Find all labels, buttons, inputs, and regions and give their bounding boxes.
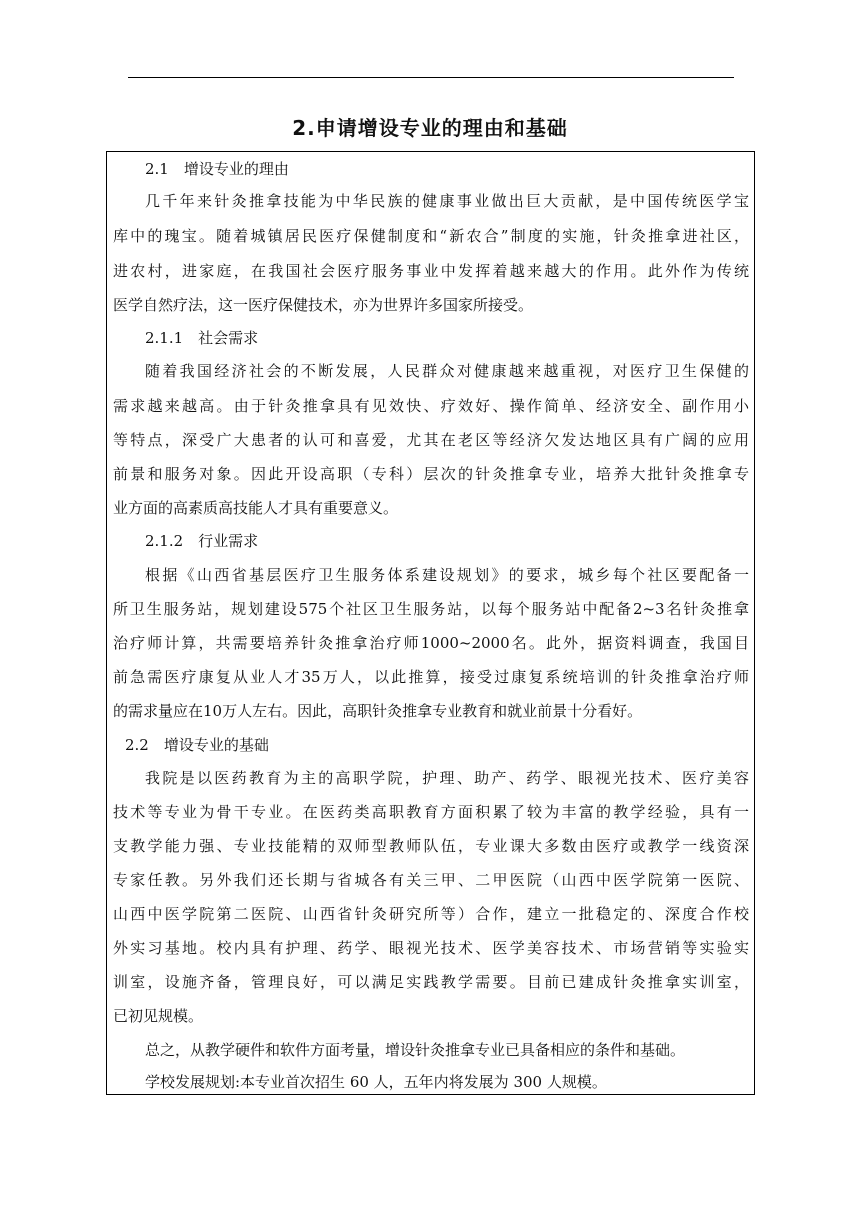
paragraph-line: 治疗师计算，共需要培养针灸推拿治疗师1000~2000名。此外，据资料调查，我国目 [113,634,749,652]
paragraph-line: 等特点，深受广大患者的认可和喜爱，尤其在老区等经济欠发达地区具有广阔的应用 [113,431,749,449]
paragraph-line: 几千年来针灸推拿技能为中华民族的健康事业做出巨大贡献，是中国传统医学宝 [145,192,749,210]
section-heading-2-1-2: 2.1.2 行业需求 [145,532,259,550]
paragraph-line: 进农村，进家庭，在我国社会医疗服务事业中发挥着越来越大的作用。此外作为传统 [113,262,749,280]
section-heading-2-1-1: 2.1.1 社会需求 [145,329,259,347]
paragraph-line: 山西中医学院第二医院、山西省针灸研究所等）合作，建立一批稳定的、深度合作校 [113,905,749,923]
paragraph-line: 训室，设施齐备，管理良好，可以满足实践教学需要。目前已建成针灸推拿实训室， [113,973,749,991]
summary-line: 总之，从教学硬件和软件方面考量，增设针灸推拿专业已具备相应的条件和基础。 [145,1041,686,1059]
page-title: 2.申请增设专业的理由和基础 [292,116,568,140]
paragraph-line: 随着我国经济社会的不断发展，人民群众对健康越来越重视，对医疗卫生保健的 [145,362,749,380]
paragraph-line: 技术等专业为骨干专业。在医药类高职教育方面积累了较为丰富的教学经验，具有一 [113,803,749,821]
paragraph-line: 我院是以医药教育为主的高职学院，护理、助产、药学、眼视光技术、医疗美容 [145,769,749,787]
paragraph-line: 前景和服务对象。因此开设高职（专科）层次的针灸推拿专业，培养大批针灸推拿专 [113,465,749,483]
paragraph-line: 已初见规模。 [113,1007,204,1025]
paragraph-line: 根据《山西省基层医疗卫生服务体系建设规划》的要求，城乡每个社区要配备一 [145,566,749,584]
paragraph-line: 所卫生服务站，规划建设575个社区卫生服务站，以每个服务站中配备2~3名针灸推拿 [113,600,749,618]
section-heading-2-2: 2.2 增设专业的基础 [125,736,269,754]
paragraph-line: 的需求量应在10万人左右。因此，高职针灸推拿专业教育和就业前景十分看好。 [113,702,643,720]
paragraph-line: 医学自然疗法，这一医疗保健技术，亦为世界许多国家所接受。 [113,296,534,314]
paragraph-line: 专家任教。另外我们还长期与省城各有关三甲、二甲医院（山西中医学院第一医院、 [113,871,749,889]
header-rule [128,77,734,78]
paragraph-line: 业方面的高素质高技能人才具有重要意义。 [113,499,399,517]
paragraph-line: 外实习基地。校内具有护理、药学、眼视光技术、医学美容技术、市场营销等实验实 [113,939,749,957]
paragraph-line: 库中的瑰宝。随着城镇居民医疗保健制度和“新农合”制度的实施，针灸推拿进社区， [113,227,749,245]
paragraph-line: 需求越来越高。由于针灸推拿具有见效快、疗效好、操作简单、经济安全、副作用小 [113,397,749,415]
plan-line: 学校发展规划:本专业首次招生 60 人，五年内将发展为 300 人规模。 [145,1073,607,1091]
section-heading-2-1: 2.1 增设专业的理由 [145,160,289,178]
paragraph-line: 支教学能力强、专业技能精的双师型教师队伍，专业课大多数由医疗或教学一线资深 [113,837,749,855]
paragraph-line: 前急需医疗康复从业人才35万人，以此推算，接受过康复系统培训的针灸推拿治疗师 [113,668,749,686]
